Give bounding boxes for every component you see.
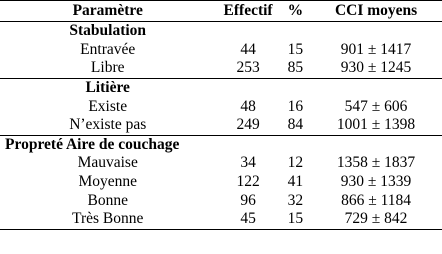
row-cci: 1001 ± 1398	[336, 116, 416, 134]
group-row-stabulation	[0, 22, 442, 41]
row-cci: 547 ± 606	[344, 97, 408, 115]
row-effectif: 34	[240, 154, 256, 172]
row-label: Très Bonne	[0, 210, 215, 229]
table-row	[0, 173, 442, 192]
table-header-row	[0, 1, 442, 22]
header-effectif: Effectif	[215, 1, 280, 22]
row-effectif: 122	[236, 173, 260, 191]
table-row	[0, 154, 442, 173]
table-row	[0, 191, 442, 210]
row-label: Bonne	[87, 191, 128, 209]
row-cci: 930 ± 1245	[340, 59, 412, 77]
row-label: Moyenne	[78, 173, 137, 191]
table-row	[0, 97, 442, 116]
row-label: Mauvaise	[77, 154, 138, 172]
header-cci: CCI moyens	[310, 1, 442, 22]
row-cci: 901 ± 1417	[340, 40, 412, 58]
row-label: Libre	[90, 59, 125, 77]
row-pct: 41	[287, 173, 304, 191]
row-effectif: 249	[236, 116, 260, 134]
group-row-litiere	[0, 78, 442, 97]
row-cci: 930 ± 1339	[340, 173, 412, 191]
header-pct: %	[281, 1, 310, 22]
row-label: N’existe pas	[69, 116, 147, 134]
group-title: Propreté Aire de couchage	[0, 135, 215, 154]
table-row	[0, 210, 442, 229]
row-pct: 15	[281, 210, 310, 229]
row-label: Existe	[88, 97, 128, 115]
row-pct: 85	[287, 59, 304, 77]
row-cci: 1358 ± 1837	[336, 154, 416, 172]
row-pct: 84	[287, 116, 304, 134]
row-label: Entravée	[80, 40, 136, 58]
header-parametre: Paramètre	[0, 1, 215, 22]
table-row	[0, 59, 442, 78]
row-pct: 16	[287, 97, 304, 115]
table-row	[0, 41, 442, 60]
row-effectif: 48	[240, 97, 256, 115]
row-effectif: 44	[240, 40, 256, 58]
row-effectif: 253	[236, 59, 260, 77]
row-pct: 15	[287, 40, 304, 58]
row-effectif: 45	[215, 210, 280, 229]
row-effectif: 96	[240, 191, 256, 209]
table-row	[0, 116, 442, 135]
group-title: Stabulation	[69, 22, 147, 40]
row-cci: 729 ± 842	[310, 210, 442, 229]
row-pct: 32	[287, 191, 304, 209]
row-cci: 866 ± 1184	[341, 191, 412, 209]
group-title: Litière	[0, 78, 215, 97]
group-row-proprete	[0, 135, 442, 154]
row-pct: 12	[287, 154, 304, 172]
